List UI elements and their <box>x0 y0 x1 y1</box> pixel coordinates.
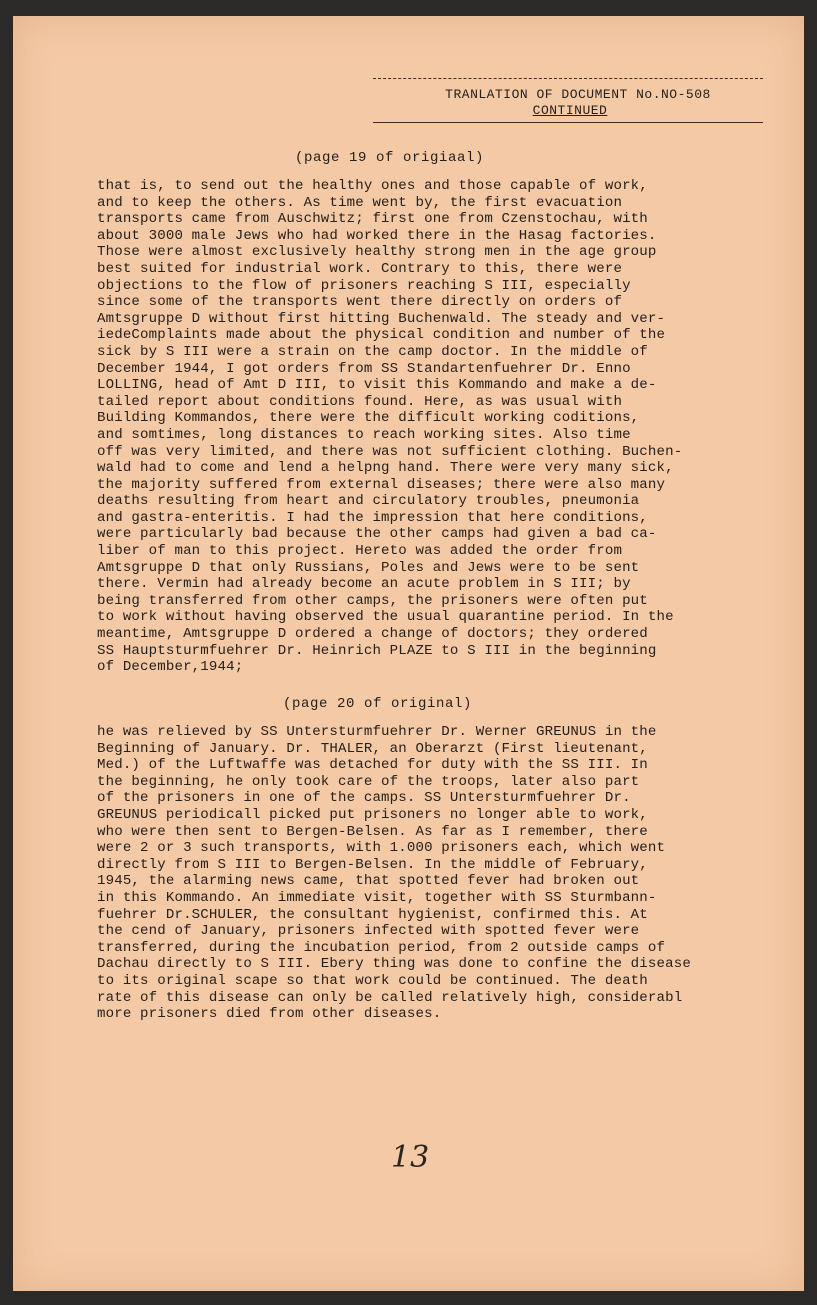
text-line: meantime, Amtsgruppe D ordered a change of doctors; they ordered <box>97 626 648 643</box>
text-line: in this Kommando. An immediate visit, together with SS Sturmbann- <box>97 889 657 906</box>
text-line: GREUNUS periodicall picked put prisoners no longer able to work, <box>97 806 648 823</box>
text-line: to work without having observed the usual quarantine period. In the <box>97 609 674 626</box>
text-line: he was relieved by SS Untersturmfuehrer Dr. Werner GREUNUS in the <box>97 724 657 740</box>
text-line: Beginning of January. Dr. THALER, an Oberarzt (First lieutenant, <box>97 740 648 757</box>
body-paragraph-1 <box>97 178 757 676</box>
text-line: Building Kommandos, there were the difficult working coditions, <box>97 410 640 427</box>
text-line: Dachau directly to S III. Ebery thing was done to confine the disease <box>97 956 691 973</box>
text-line: were particularly bad because the other camps had given a bad ca- <box>97 526 657 543</box>
page-ref-20: (page 20 of original) <box>283 696 473 712</box>
text-line: best suited for industrial work. Contrary to this, there were <box>97 260 623 277</box>
text-line: being transferred from other camps, the prisoners were often put <box>97 592 648 609</box>
text-line: transports came from Auschwitz; first one from Czenstochau, with <box>97 211 648 228</box>
text-line: LOLLING, head of Amt D III, to visit this Kommando and make a de- <box>97 377 657 394</box>
text-line: rate of this disease can only be called relatively high, considerabl <box>97 989 683 1006</box>
text-line: directly from S III to Bergen-Belsen. In the middle of February, <box>97 856 648 873</box>
header-rule-top <box>373 78 763 79</box>
text-line: there. Vermin had already become an acute problem in S III; by <box>97 576 631 593</box>
text-line: deaths resulting from heart and circulatory troubles, pneumonia <box>97 493 640 510</box>
text-line: the beginning, he only took care of the troops, later also part <box>97 773 640 790</box>
text-line: and gastra-enteritis. I had the impression that here conditions, <box>97 509 648 526</box>
text-line: fuehrer Dr.SCHULER, the consultant hygienist, confirmed this. At <box>97 906 648 923</box>
text-line: Those were almost exclusively healthy strong men in the age group <box>97 244 657 261</box>
text-line: tailed report about conditions found. Here, as was usual with <box>97 393 623 410</box>
text-line: since some of the transports went there directly on orders of <box>97 294 623 311</box>
document-title: TRANLATION OF DOCUMENT No.NO-508 <box>445 87 711 102</box>
text-line: 1945, the alarming news came, that spotted fever had broken out <box>97 873 640 890</box>
document-subtitle: CONTINUED <box>532 103 608 118</box>
document-header <box>373 78 763 123</box>
text-line: more prisoners died from other diseases. <box>97 1006 442 1023</box>
text-line: iedeComplaints made about the physical condition and number of the <box>97 327 666 344</box>
text-line: transferred, during the incubation period, from 2 outside camps of <box>97 939 666 956</box>
page-ref-19: (page 19 of origiaal) <box>295 150 485 166</box>
text-line: who were then sent to Bergen-Belsen. As far as I remember, there <box>97 823 648 840</box>
text-line: of the prisoners in one of the camps. SS Untersturmfuehrer Dr. <box>97 790 631 807</box>
text-line: sick by S III were a strain on the camp doctor. In the middle of <box>97 343 648 360</box>
text-line: were 2 or 3 such transports, with 1.000 prisoners each, which went <box>97 840 666 857</box>
text-line: liber of man to this project. Hereto was added the order from <box>97 543 623 560</box>
text-line: and somtimes, long distances to reach working sites. Also time <box>97 426 631 443</box>
page-number: 13 <box>391 1140 430 1175</box>
document-page <box>13 16 804 1291</box>
text-line: objections to the flow of prisoners reaching S III, especially <box>97 277 631 294</box>
text-line: December 1944, I got orders from SS Standartenfuehrer Dr. Enno <box>97 360 631 377</box>
text-line: the majority suffered from external diseases; there were also many <box>97 476 666 493</box>
text-line: of December,1944; <box>97 659 244 676</box>
text-line: Amtsgruppe D without first hitting Buchenwald. The steady and ver- <box>97 310 666 327</box>
text-line: to its original scape so that work could be continued. The death <box>97 972 648 989</box>
text-line: and to keep the others. As time went by, the first evacuation <box>97 194 623 211</box>
text-line: Med.) of the Luftwaffe was detached for duty with the SS III. In <box>97 757 648 774</box>
header-rule-bottom <box>373 122 763 123</box>
body-paragraph-2 <box>97 724 757 1023</box>
text-line: the cend of January, prisoners infected with spotted fever were <box>97 923 640 940</box>
text-line: wald had to come and lend a helpng hand. There were very many sick, <box>97 460 674 477</box>
text-line: about 3000 male Jews who had worked there in the Hasag factories. <box>97 227 657 244</box>
text-line: SS Hauptsturmfuehrer Dr. Heinrich PLAZE to S III in the beginning <box>97 642 657 659</box>
text-line: that is, to send out the healthy ones and those capable of work, <box>97 178 648 194</box>
text-line: off was very limited, and there was not sufficient clothing. Buchen- <box>97 443 683 460</box>
text-line: Amtsgruppe D that only Russians, Poles and Jews were to be sent <box>97 559 640 576</box>
